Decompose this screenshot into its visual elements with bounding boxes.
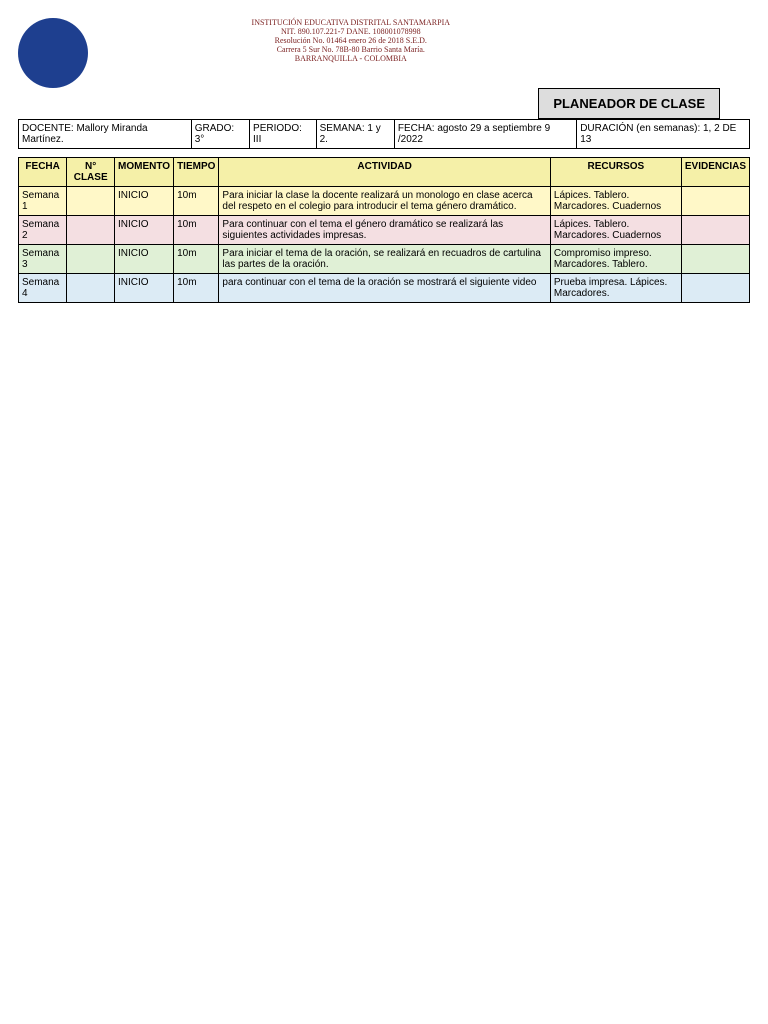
row-activity: para continuar con el tema de la oración se mostrará el siguiente video (219, 274, 550, 303)
school-resolution: Resolución No. 01464 enero 26 de 2018 S.E.D. (274, 36, 427, 45)
row-class-number (67, 187, 115, 216)
table-row (19, 274, 750, 303)
school-name: INSTITUCIÓN EDUCATIVA DISTRITAL SANTAMARPIA (251, 18, 451, 27)
row-class-number (67, 216, 115, 245)
table-row (19, 187, 750, 216)
period: PERIODO: III (250, 120, 317, 149)
lesson-planner-document (0, 0, 768, 321)
row-moment: INICIO (115, 245, 174, 274)
row-moment: INICIO (115, 274, 174, 303)
row-resources: Lápices. Tablero. Marcadores. Cuadernos (550, 216, 681, 245)
row-moment: INICIO (115, 216, 174, 245)
school-address: Carrera 5 Sur No. 78B-80 Barrio Santa María. (276, 45, 425, 54)
row-evidence-image (681, 274, 749, 303)
row-date: Semana 1 (19, 187, 67, 216)
row-moment: INICIO (115, 187, 174, 216)
row-resources: Prueba impresa. Lápices. Marcadores. (550, 274, 681, 303)
row-activity: Para iniciar la clase la docente realizará un monologo en clase acerca del respeto en el colegio para introducir el tema género dramático. (219, 187, 550, 216)
row-class-number (67, 245, 115, 274)
grade: GRADO: 3° (191, 120, 249, 149)
row-date: Semana 3 (19, 245, 67, 274)
row-resources: Compromiso impreso. Marcadores. Tablero. (550, 245, 681, 274)
school-header (91, 18, 611, 63)
row-evidence-image (681, 187, 749, 216)
school-city: BARRANQUILLA - COLOMBIA (294, 54, 407, 63)
row-activity: Para continuar con el tema el género dramático se realizará las siguientes actividades impresas. (219, 216, 550, 245)
row-activity: Para iniciar el tema de la oración, se realizará en recuadros de cartulina las partes de la oración. (219, 245, 550, 274)
column-header: TIEMPO (174, 158, 219, 187)
column-header: MOMENTO (115, 158, 174, 187)
teacher-info-table (18, 119, 750, 149)
row-resources: Lápices. Tablero. Marcadores. Cuadernos (550, 187, 681, 216)
row-time: 10m (174, 187, 219, 216)
row-time: 10m (174, 274, 219, 303)
activities-table (18, 157, 750, 303)
column-header: N° CLASE (67, 158, 115, 187)
row-date: Semana 2 (19, 216, 67, 245)
table-row (19, 216, 750, 245)
document-title: PLANEADOR DE CLASE (538, 88, 720, 119)
row-time: 10m (174, 216, 219, 245)
row-evidence-image (681, 216, 749, 245)
column-header: ACTIVIDAD (219, 158, 550, 187)
table-row (19, 245, 750, 274)
column-header: FECHA (19, 158, 67, 187)
duration: DURACIÓN (en semanas): 1, 2 DE 13 (577, 120, 750, 149)
teacher-name: DOCENTE: Mallory Miranda Martínez. (19, 120, 192, 149)
school-nit: NIT. 890.107.221-7 DANE. 108001078998 (280, 27, 421, 36)
date-range: FECHA: agosto 29 a septiembre 9 /2022 (394, 120, 576, 149)
row-time: 10m (174, 245, 219, 274)
row-date: Semana 4 (19, 274, 67, 303)
row-evidence-image (681, 245, 749, 274)
row-class-number (67, 274, 115, 303)
week: SEMANA: 1 y 2. (316, 120, 394, 149)
school-logo (18, 18, 88, 88)
column-header: EVIDENCIAS (681, 158, 749, 187)
column-header: RECURSOS (550, 158, 681, 187)
